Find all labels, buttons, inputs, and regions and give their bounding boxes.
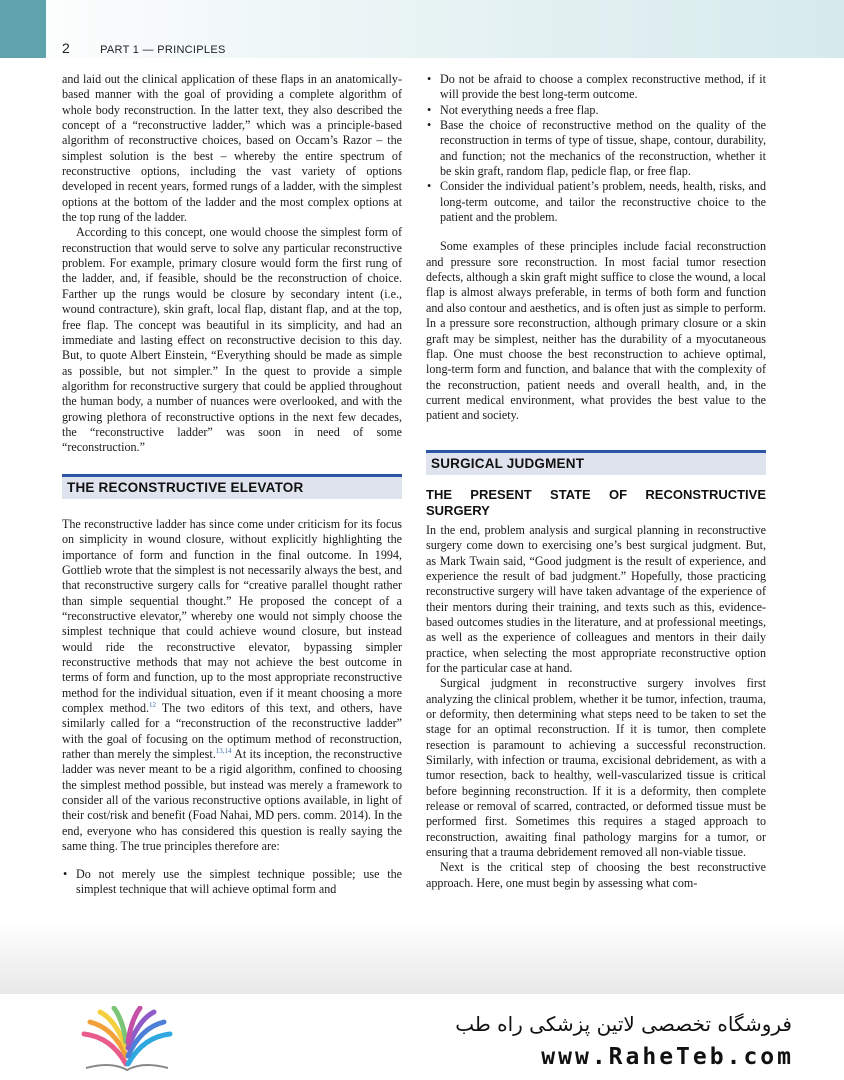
paragraph: and laid out the clinical application of these flaps in an anatomically-based manner with the goal of providing a complete algorithm of whole body reconstruction. In the latter text, they also described the concept of a “reconstructive ladder,” which was a principle-based algorithm of reconstructive choices, based on Occam’s Razor – the simplest solution is the best – whereby the entire spectrum of reconstructive options, including the vast variety of options developed in recent years, formed rungs of a ladder, with the simplest options at the bottom of the ladder and the most complex options at the top rung of the ladder. xyxy=(62,72,402,225)
open-book-logo xyxy=(78,1006,176,1072)
running-head-title: PART 1 — PRINCIPLES xyxy=(100,44,226,56)
header-color-tab xyxy=(0,0,46,58)
list-item: • Do not merely use the simplest technique possible; use the simplest technique that will achieve optimal form and xyxy=(62,867,402,898)
paragraph: According to this concept, one would choose the simplest form of reconstruction that would serve to solve any particular reconstructive problem. For example, primary closure would form the first rung of the ladder, and, if feasible, should be the reconstruction of choice. Farther up the rungs would be closure by secondary intent (i.e., wound contracture), skin graft, local flap, distant flap, and at the top, free flap. The concept was beautiful in its simplicity, and had an immediate and lasting effect on reconstructive decision to this day. But, to quote Albert Einstein, “Everything should be made as simple as possible, but not simpler.” In the quest to provide a simple algorithm for reconstructive surgery that could be applied throughout the human body, a number of nuances were overlooked, and with the growing plethora of reconstructive options in the next few decades, the “reconstructive ladder” was soon in need of some “reconstruction.” xyxy=(62,225,402,455)
section-heading-reconstructive-elevator: THE RECONSTRUCTIVE ELEVATOR xyxy=(62,474,402,499)
subheading-present-state: THE PRESENT STATE OF RECONSTRUCTIVE SURGERY xyxy=(426,486,766,518)
watermark-url[interactable]: www.RaheTeb.com xyxy=(541,1044,794,1070)
page-number: 2 xyxy=(62,40,71,56)
principles-list xyxy=(62,867,402,898)
principles-list-continued xyxy=(426,72,766,225)
section-heading-surgical-judgment: SURGICAL JUDGMENT xyxy=(426,450,766,475)
watermark-store-title: فروشگاه تخصصی لاتین پزشکی راه طب xyxy=(455,1012,792,1036)
bottom-fade-overlay xyxy=(0,922,844,994)
book-pages-left xyxy=(84,1008,126,1064)
reference-link[interactable]: 12 xyxy=(149,701,157,710)
paragraph-text: The reconstructive ladder has since come under criticism for its focus on simplicity in wound closure, without explicitly highlighting the importance of form and function in the final outcome. In 1994, Gottlieb wrote that the simplest is not necessarily always the best, and that reconstructive surgery calls for “creative parallel thought rather than simple sequential thought.” He proposed the concept of a “reconstructive elevator,” whereby one would not simply choose the simplest technique that could achieve wound closure, but instead would ride the reconstructive elevator, bypassing simpler reconstructive methods that may not achieve the best outcome in terms of form and function, up to the most appropriate reconstructive method for the individual situation, even if it meant choosing a more complex method. xyxy=(62,516,402,716)
paragraph-text: At its inception, the reconstructive ladder was never meant to be a rigid algorithm, confined to choosing the simplest method possible, but instead was merely a framework to consider all of the various reconstructive options available, in light of their cost/risk and benefit (Foad Nahai, MD pers. comm. 2014). In the end, everyone who has considered this question is really saying the same thing. The true principles therefore are: xyxy=(62,747,402,854)
paragraph: In the end, problem analysis and surgical planning in reconstructive surgery come down to exercising one’s best surgical judgment. But, as Mark Twain said, “Good judgment is the result of experience, and experience the result of bad judgment.” Hopefully, those practicing reconstructive surgery will have taken advantage of the experience of their mentors during their training, and texts such as this, evidence-based outcomes studies in the literature, and at professional meetings, as well as the experience of colleagues and mentors in their daily practice, when selecting the most appropriate reconstructive option for the particular case at hand. xyxy=(426,522,766,675)
list-item: • Do not be afraid to choose a complex reconstructive method, if it will provide the best long-term outcome. xyxy=(426,72,766,103)
reference-link[interactable]: 13,14 xyxy=(215,747,232,756)
book-pages-right xyxy=(128,1008,170,1064)
left-column xyxy=(62,72,402,897)
running-head xyxy=(62,40,226,56)
list-item: • Not everything needs a free flap. xyxy=(426,103,766,118)
paragraph: Surgical judgment in reconstructive surgery involves first analyzing the clinical problem, whether it be tumor, infection, trauma, or deformity, then determining what steps need to be taken to set the stage for an optimal reconstruction. If it is tumor, then complete resection is paramount to achieving a successful reconstruction. Similarly, with infection or trauma, excisional debridement, as with a tumor resection, back to healthy, well-vascularized tissue is critical before beginning reconstruction. If it is a deformity, then complete release or removal of scarred, contracted, or deformed tissue must be performed first. Sometimes this requires a staged approach to reconstruction, awaiting final pathology margins for a tumor, or ensuring that a trauma debridement removed all non-viable tissue. xyxy=(426,676,766,860)
list-item: • Base the choice of reconstructive method on the quality of the reconstruction in terms of type of tissue, shape, contour, durability, and function; not the mechanics of the reconstruction, whether it be skin graft, random flap, pedicle flap, or free flap. xyxy=(426,118,766,179)
paragraph: Next is the critical step of choosing the best reconstructive approach. Here, one must begin by assessing what com- xyxy=(426,860,766,890)
paragraph xyxy=(62,517,402,855)
list-item: • Consider the individual patient’s problem, needs, health, risks, and long-term outcome, and tailor the reconstructive choice to the patient and the problem. xyxy=(426,179,766,225)
right-column xyxy=(426,72,766,891)
paragraph-text: The two editors of this text, and others, have similarly called for a “reconstruction of the reconstructive ladder” with the goal of focusing on the optimum method of reconstruction, rather than merely the simplest. xyxy=(62,701,402,762)
paragraph: Some examples of these principles include facial reconstruction and pressure sore reconstruction. In most facial tumor resection defects, although a skin graft might suffice to close the wound, a local flap is almost always preferable, in terms of both form and function and also contour and aesthetics, and is often just as simple to perform. In a pressure sore reconstruction, although primary closure or a skin graft may be simplest, neither has the durability of a myocutaneous flap. One must choose the best reconstruction to achieve optimal, long-term form and function, and balance that with the complexity of the reconstruction, patient needs and overall health, and, in the current medical environment, what provides the best value to the patient and society. xyxy=(426,239,766,423)
